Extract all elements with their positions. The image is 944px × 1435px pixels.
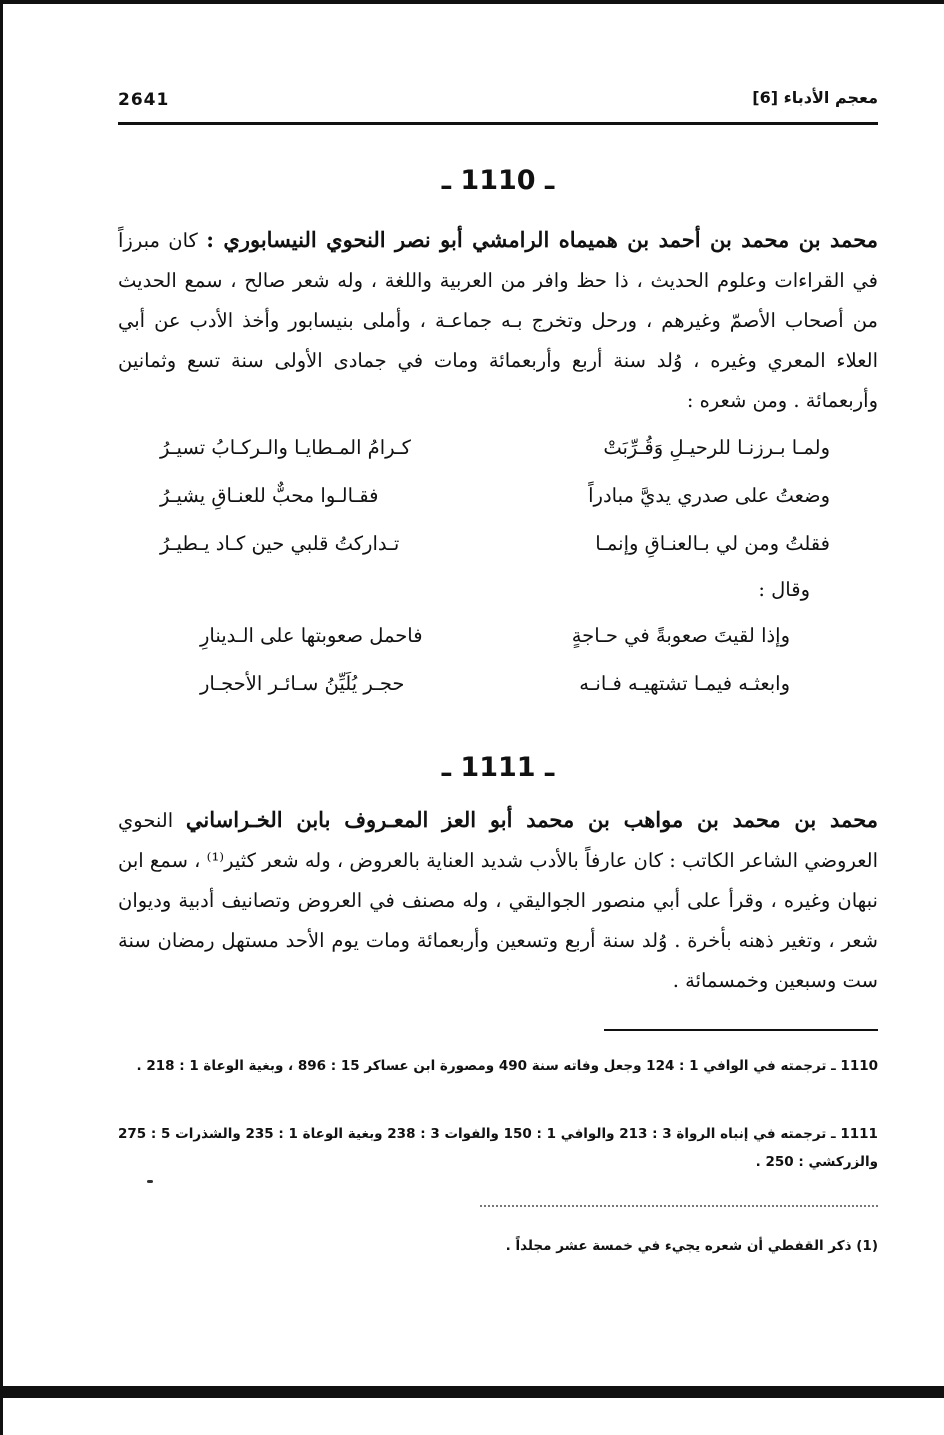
- page-number: 2641: [118, 90, 170, 110]
- verse-hemistich-second: كـرامُ المـطايـا والـركـابُ تسيـرُ: [160, 436, 411, 459]
- verse-line: [150, 532, 830, 580]
- footnote-1: (1) ذكر القفطي أن شعره يجيء في خمسة عشر مجلداً .: [505, 1238, 878, 1254]
- entry-1111-heading: ـ 1111 ـ: [441, 752, 555, 783]
- verse-hemistich-second: تـداركتُ قلبي حين كـاد يـطيـرُ: [160, 532, 400, 555]
- running-head: [118, 86, 878, 122]
- entry-1111-body: [118, 800, 878, 1001]
- verse-hemistich-second: حجـر يُلَيِّنُ سـائـر الأحجـار: [200, 672, 405, 695]
- footnote-rule: [604, 1029, 878, 1031]
- verse-hemistich-first: وابعثـه فيمـا تشتهيـه فـانـه: [579, 672, 790, 695]
- entry-1110-name: محمد بن محمد بن أحمد بن هميماه الرامشي أبو نصر النحوي النيسابوري :: [206, 227, 878, 252]
- entry-1110-transition: وقال :: [758, 578, 810, 601]
- header-rule: [118, 122, 878, 125]
- entry-1111-text: النحوي العروضي الشاعر الكاتب : كان عارفاً بالأدب شديد العناية بالعروض ، وله شعر كثير⁽¹⁾ ، سمع ابن نبهان وغيره ، وقرأ على أبي منصور الجواليقي ، وله مصنف في العروض وتصانيف أدبية وديوان شعر ، وتغير ذهنه بأخرة . وُلد سنة أربع وتسعين وأربعمائة ومات يوم الأحد مستهل رمضان سنة ست وسبعين وخمسمائة .: [118, 809, 878, 992]
- verse-line: [150, 436, 830, 484]
- entry-1110-heading: ـ 1110 ـ: [441, 165, 555, 196]
- scan-edge-top: [0, 0, 944, 4]
- verse-hemistich-second: فقـالـوا محبٌّ للعنـاقِ يشيـرُ: [160, 484, 379, 507]
- entry-1111-name: محمد بن محمد بن مواهب بن محمد أبو العز المعـروف بابن الخـراساني: [185, 807, 878, 832]
- entry-1110-text: كان مبرزاً في القراءات وعلوم الحديث ، ذا حظ وافر من العربية واللغة ، وله شعر صالح ، سمع الحديث من أصحاب الأصمّ وغيرهم ، ورحل وتخرج بـه جماعـة ، وأملى بنيسابور وأخذ الأدب عن أبي العلاء المعري وغيره ، وُلد سنة أربع وأربعمائة ومات في جمادى الأولى سنة تسع وثمانين وأربعمائة . ومن شعره :: [118, 229, 878, 412]
- footnote-1111: 1111 ـ ترجمته في إنباه الرواة 3 : 213 والوافي 1 : 150 والفوات 3 : 238 وبغية الوعاة 1 : 235 والشذرات 5 : 275 والزركشي : 250 .: [118, 1126, 878, 1170]
- verse-hemistich-first: ولمـا بـرزنـا للرحيـلِ وَقُـرِّبَتْ: [603, 436, 830, 459]
- entry-1110-poem: [150, 436, 830, 580]
- verse-line: [190, 624, 790, 672]
- verse-hemistich-first: وإذا لقيتَ صعوبةً في حـاجةٍ: [571, 624, 790, 647]
- verse-line: [150, 484, 830, 532]
- verse-hemistich-first: وضعتُ على صدري يديَّ مبادراً: [588, 484, 830, 507]
- book-title: معجم الأدباء [6]: [752, 88, 878, 107]
- scan-edge-left: [0, 0, 3, 1435]
- footnote-1110: 1110 ـ ترجمته في الوافي 1 : 124 وجعل وفاته سنة 490 ومصورة ابن عساكر 15 : 896 ، وبغية الوعاة 1 : 218 .: [136, 1058, 878, 1074]
- entry-1110-body: [118, 220, 878, 421]
- scan-speck: [147, 1180, 153, 1183]
- dotted-separator: [480, 1205, 878, 1207]
- scan-edge-bottom: [0, 1386, 944, 1398]
- verse-hemistich-first: فقلتُ ومن لي بـالعنـاقِ وإنمـا: [595, 532, 830, 555]
- verse-line: [190, 672, 790, 720]
- entry-1110-poem-2: [190, 624, 790, 720]
- verse-hemistich-second: فاحمل صعوبتها على الـدينارِ: [200, 624, 423, 647]
